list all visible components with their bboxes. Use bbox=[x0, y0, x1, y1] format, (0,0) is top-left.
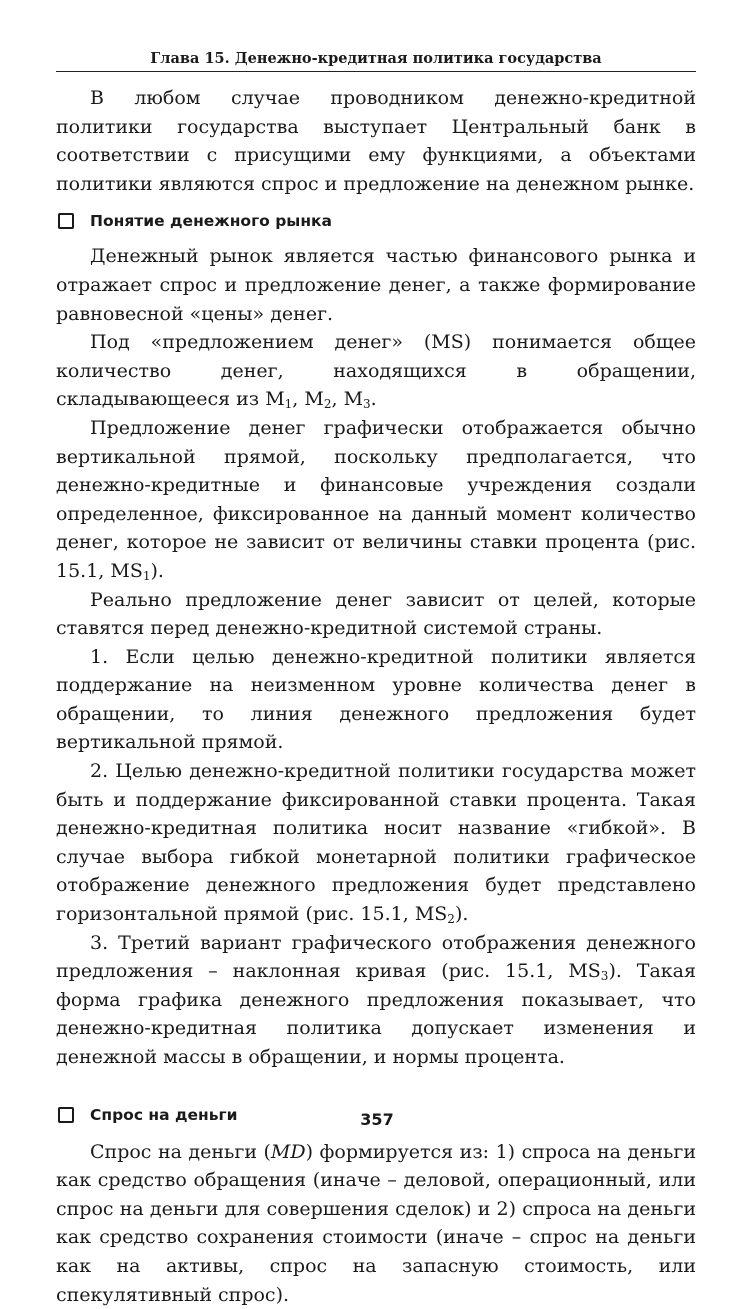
symbol-m: M bbox=[265, 388, 285, 411]
subscript: 3 bbox=[363, 397, 371, 412]
paragraph-end: ). Такая форма графика денежного предложения показывает, что денежно-кредитная политика допускает изменения и денежной массы в обращении, и нормы процента. bbox=[56, 960, 696, 1068]
paragraph-item-3 bbox=[56, 929, 696, 1072]
paragraph-text: Спрос на деньги ( bbox=[90, 1140, 271, 1163]
subscript: 3 bbox=[600, 969, 609, 984]
running-head: Глава 15. Денежно-кредитная политика государства bbox=[56, 50, 696, 72]
paragraph-money-demand bbox=[56, 1138, 696, 1309]
intro-paragraph: В любом случае проводником денежно-кредитной политики государства выступает Центральный банк в соответствии с присущими ему функциями, а объектами политики являются спрос и предложение на денежном рынке. bbox=[56, 87, 696, 195]
paragraph-text: 2. Целью денежно-кредитной политики государства может быть и поддержание фиксированной ставки процента. Такая денежно-кредитная политика носит название «гибкой». В случае выбора гибкой монетарной политики графическое отображение денежного предложения будет представлено горизонтальной прямой (рис. 15.1, MS bbox=[56, 760, 696, 926]
paragraph-text: ) формируется из: 1) спроса на деньги как средство обращения (иначе – деловой, операционный, или спрос на деньги для совершения сделок) и 2) спроса на деньги как средство сохранения стоимости (иначе – спрос на деньги как на активы, спрос на запасную стоимость, или спекулятивный спрос). bbox=[56, 1140, 696, 1306]
paragraph-end: . bbox=[370, 388, 377, 411]
section-heading-label: Спрос на деньги bbox=[90, 1105, 238, 1124]
checkbox-square-icon bbox=[58, 213, 74, 229]
symbol-separator: , M bbox=[292, 388, 324, 411]
section-heading-money-market bbox=[56, 212, 696, 230]
subscript: 1 bbox=[142, 568, 151, 583]
paragraph-supply-goals: Реально предложение денег зависит от целей, которые ставятся перед денежно-кредитной системой страны. bbox=[56, 588, 696, 640]
paragraph-text: Под «предложением денег» (MS) понимается общее количество денег, находящихся в обращении, складывающееся из bbox=[56, 331, 696, 411]
paragraph-item-2 bbox=[56, 757, 696, 929]
section-heading-label: Понятие денежного рынка bbox=[90, 212, 333, 231]
paragraph-text: Предложение денег графически отображается обычно вертикальной прямой, поскольку предполагается, что денежно-кредитные и финансовые учреждения создали определенное, фиксированное на данный момент количество денег, которое не зависит от величины ставки процента (рис. 15.1, MS bbox=[56, 416, 696, 582]
paragraph-end: ). bbox=[150, 559, 164, 582]
paragraph-supply-vertical bbox=[56, 414, 696, 586]
subscript: 2 bbox=[447, 912, 455, 927]
paragraph-money-supply-definition bbox=[56, 328, 696, 414]
page-number: 357 bbox=[360, 1110, 394, 1129]
paragraph-text: 3. Третий вариант графического отображения денежного предложения – наклонная кривая (рис. 15.1, MS bbox=[56, 931, 696, 983]
subscript: 1 bbox=[284, 397, 293, 412]
paragraph-item-1: 1. Если целью денежно-кредитной политики является поддержание на неизменном уровне количества денег в обращении, то линия денежного предложения будет вертикальной прямой. bbox=[56, 645, 696, 754]
paragraph-end: ). bbox=[454, 903, 469, 926]
symbol-separator: , M bbox=[331, 388, 364, 411]
symbol-md: MD bbox=[270, 1140, 306, 1163]
paragraph-money-market-definition: Денежный рынок является частью финансового рынка и отражает спрос и предложение денег, а также формирование равновесной «цены» денег. bbox=[56, 245, 696, 325]
subscript: 2 bbox=[323, 397, 332, 412]
